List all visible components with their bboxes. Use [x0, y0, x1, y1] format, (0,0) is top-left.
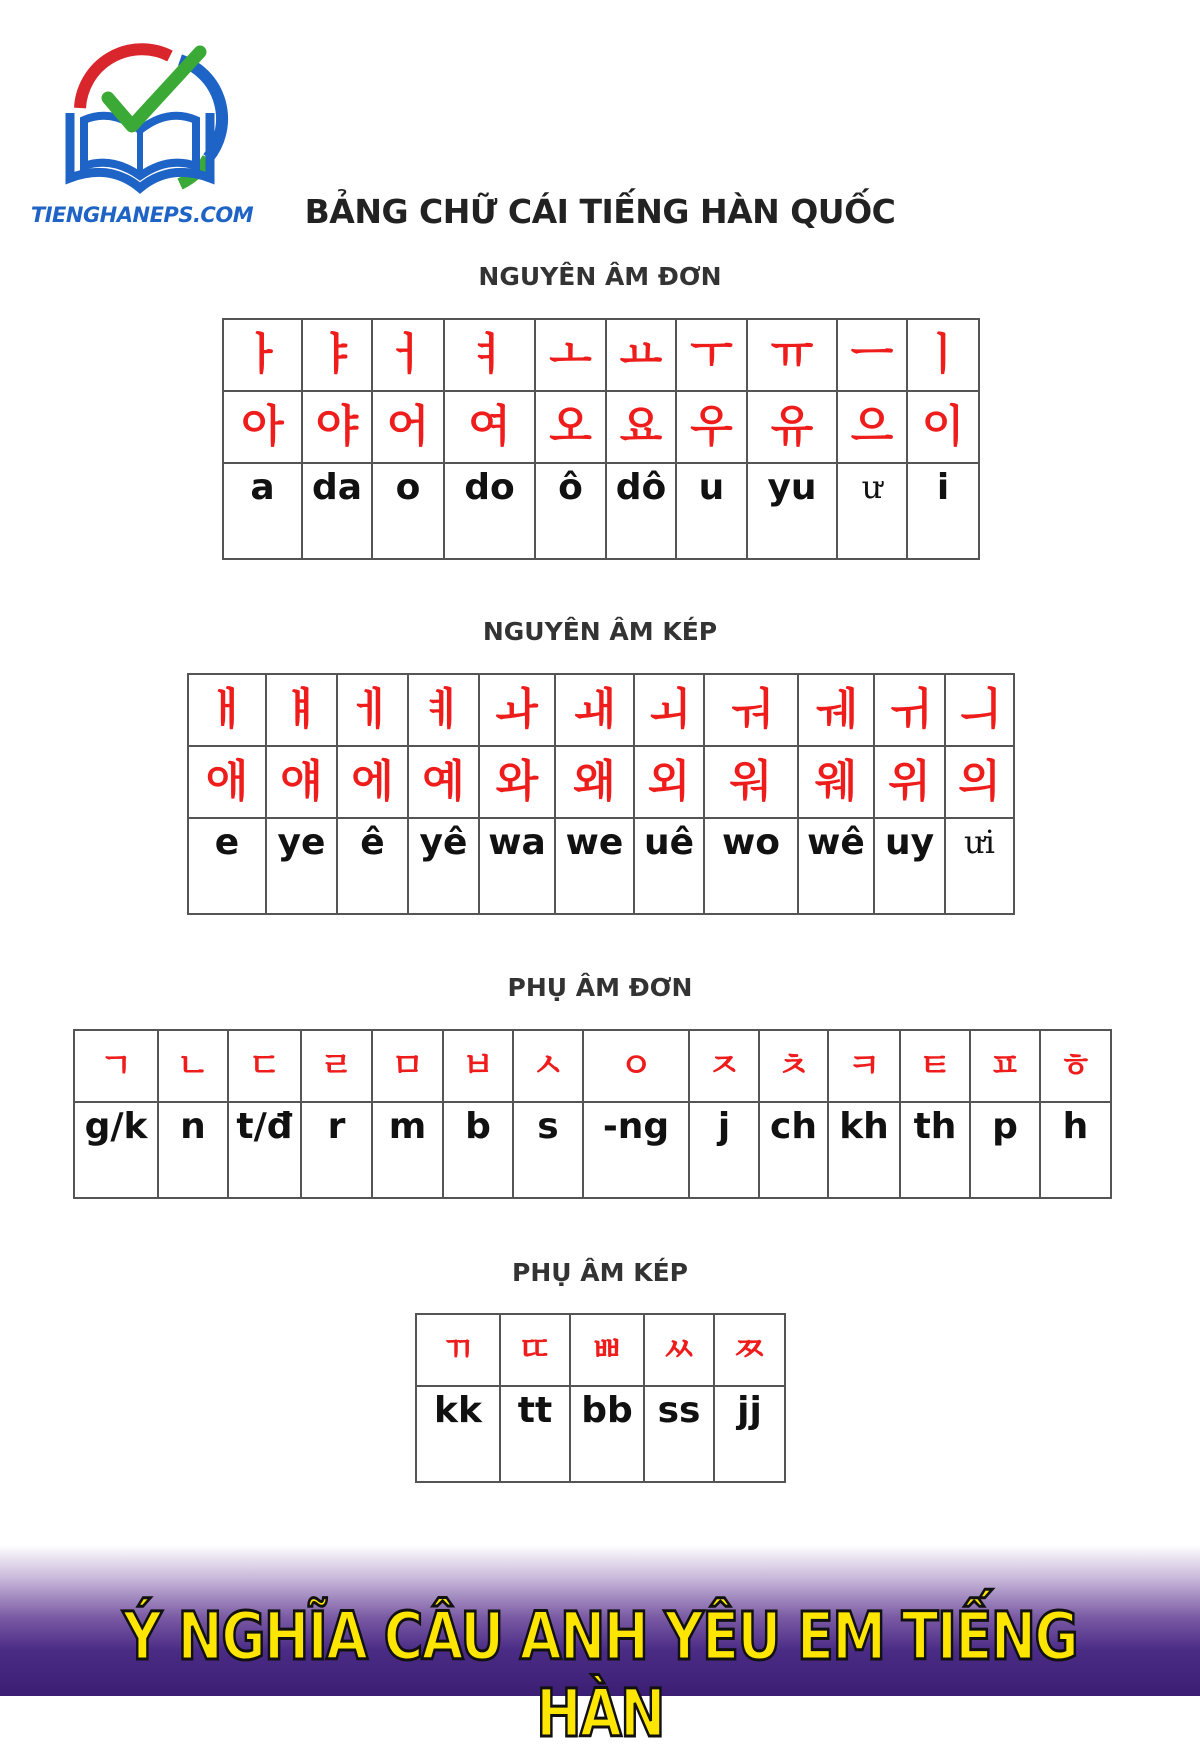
syllable-cell: 에 — [337, 746, 408, 818]
syllable-cell: 애 — [188, 746, 266, 818]
roman-cell: yê — [408, 818, 479, 914]
syllable-cell: 야 — [302, 391, 372, 463]
jamo-row — [223, 319, 979, 391]
roman-cell: o — [372, 463, 444, 559]
book-checkmark-logo-icon — [50, 38, 232, 203]
jamo-cell: ㅋ — [828, 1030, 900, 1102]
syllable-cell: 얘 — [266, 746, 337, 818]
jamo-cell: ㅐ — [188, 674, 266, 746]
roman-cell: do — [444, 463, 535, 559]
romanization-row — [188, 818, 1014, 914]
jamo-cell: ㅓ — [372, 319, 444, 391]
section-title-phu-am-don: PHỤ ÂM ĐƠN — [507, 973, 693, 1002]
syllable-cell: 어 — [372, 391, 444, 463]
jamo-cell: ㅝ — [704, 674, 798, 746]
roman-cell: wê — [798, 818, 874, 914]
jamo-cell: ㅌ — [900, 1030, 970, 1102]
roman-cell: p — [970, 1102, 1040, 1198]
jamo-row — [188, 674, 1014, 746]
roman-cell: e — [188, 818, 266, 914]
jamo-cell: ㅟ — [874, 674, 945, 746]
syllable-cell: 위 — [874, 746, 945, 818]
syllable-cell: 유 — [747, 391, 837, 463]
syllable-row — [223, 391, 979, 463]
roman-cell: ss — [644, 1386, 714, 1482]
jamo-cell: ㅆ — [644, 1314, 714, 1386]
roman-cell: tt — [500, 1386, 570, 1482]
jamo-cell: ㄸ — [500, 1314, 570, 1386]
syllable-cell: 왜 — [555, 746, 634, 818]
syllable-cell: 웨 — [798, 746, 874, 818]
jamo-cell: ㅛ — [606, 319, 676, 391]
syllable-cell: 아 — [223, 391, 302, 463]
jamo-cell: ㅜ — [676, 319, 747, 391]
romanization-row — [416, 1386, 785, 1482]
jamo-cell: ㅡ — [837, 319, 907, 391]
section-title-phu-am-kep: PHỤ ÂM KÉP — [512, 1258, 688, 1287]
jamo-cell: ㅕ — [444, 319, 535, 391]
jamo-cell: ㅒ — [266, 674, 337, 746]
roman-cell: h — [1040, 1102, 1111, 1198]
syllable-cell: 예 — [408, 746, 479, 818]
roman-cell: b — [443, 1102, 513, 1198]
jamo-cell: ㅈ — [689, 1030, 759, 1102]
roman-cell: ô — [535, 463, 606, 559]
roman-cell: kk — [416, 1386, 500, 1482]
syllable-cell: 와 — [479, 746, 555, 818]
jamo-cell: ㄱ — [74, 1030, 158, 1102]
jamo-cell: ㅉ — [714, 1314, 785, 1386]
jamo-cell: ㅠ — [747, 319, 837, 391]
phu-am-kep-table — [415, 1313, 786, 1483]
roman-cell: dô — [606, 463, 676, 559]
jamo-cell: ㅘ — [479, 674, 555, 746]
jamo-cell: ㅖ — [408, 674, 479, 746]
logo-text: TIENGHANEPS.COM — [30, 203, 254, 227]
roman-cell: ch — [759, 1102, 828, 1198]
roman-cell: ư — [837, 463, 907, 559]
roman-cell: m — [372, 1102, 443, 1198]
nguyen-am-kep-table — [187, 673, 1015, 915]
roman-cell: j — [689, 1102, 759, 1198]
page-title: BẢNG CHỮ CÁI TIẾNG HÀN QUỐC — [304, 192, 896, 231]
jamo-cell: ㅇ — [583, 1030, 689, 1102]
syllable-cell: 여 — [444, 391, 535, 463]
banner-headline[interactable]: Ý NGHĨA CÂU ANH YÊU EM TIẾNG HÀN — [122, 1598, 1078, 1752]
roman-cell: uy — [874, 818, 945, 914]
jamo-cell: ㄹ — [301, 1030, 372, 1102]
roman-cell: jj — [714, 1386, 785, 1482]
jamo-cell: ㅎ — [1040, 1030, 1111, 1102]
jamo-cell: ㅃ — [570, 1314, 644, 1386]
jamo-cell: ㄴ — [158, 1030, 228, 1102]
roman-cell: t/đ — [228, 1102, 301, 1198]
roman-cell: da — [302, 463, 372, 559]
roman-cell: bb — [570, 1386, 644, 1482]
roman-cell: g/k — [74, 1102, 158, 1198]
jamo-cell: ㅞ — [798, 674, 874, 746]
syllable-cell: 요 — [606, 391, 676, 463]
jamo-cell: ㅔ — [337, 674, 408, 746]
roman-cell: s — [513, 1102, 583, 1198]
roman-cell: uê — [634, 818, 704, 914]
jamo-cell: ㅊ — [759, 1030, 828, 1102]
jamo-cell: ㅙ — [555, 674, 634, 746]
roman-cell: r — [301, 1102, 372, 1198]
jamo-cell: ㅗ — [535, 319, 606, 391]
syllable-cell: 오 — [535, 391, 606, 463]
romanization-row — [74, 1102, 1111, 1198]
roman-cell: wo — [704, 818, 798, 914]
jamo-cell: ㅅ — [513, 1030, 583, 1102]
romanization-row — [223, 463, 979, 559]
syllable-cell: 으 — [837, 391, 907, 463]
syllable-cell: 우 — [676, 391, 747, 463]
roman-cell: th — [900, 1102, 970, 1198]
jamo-cell: ㅍ — [970, 1030, 1040, 1102]
roman-cell: n — [158, 1102, 228, 1198]
syllable-cell: 의 — [945, 746, 1014, 818]
roman-cell: ưi — [945, 818, 1014, 914]
roman-cell: yu — [747, 463, 837, 559]
roman-cell: wa — [479, 818, 555, 914]
jamo-row — [74, 1030, 1111, 1102]
jamo-row — [416, 1314, 785, 1386]
section-title-nguyen-am-don: NGUYÊN ÂM ĐƠN — [478, 262, 722, 291]
roman-cell: ye — [266, 818, 337, 914]
nguyen-am-don-table — [222, 318, 980, 560]
jamo-cell: ㅏ — [223, 319, 302, 391]
syllable-row — [188, 746, 1014, 818]
jamo-cell: ㄷ — [228, 1030, 301, 1102]
jamo-cell: ㄲ — [416, 1314, 500, 1386]
phu-am-don-table — [73, 1029, 1112, 1199]
jamo-cell: ㅂ — [443, 1030, 513, 1102]
section-title-nguyen-am-kep: NGUYÊN ÂM KÉP — [482, 617, 718, 646]
syllable-cell: 워 — [704, 746, 798, 818]
jamo-cell: ㅁ — [372, 1030, 443, 1102]
syllable-cell: 이 — [907, 391, 979, 463]
jamo-cell: ㅚ — [634, 674, 704, 746]
jamo-cell: ㅑ — [302, 319, 372, 391]
roman-cell: u — [676, 463, 747, 559]
roman-cell: -ng — [583, 1102, 689, 1198]
roman-cell: kh — [828, 1102, 900, 1198]
roman-cell: we — [555, 818, 634, 914]
jamo-cell: ㅣ — [907, 319, 979, 391]
jamo-cell: ㅢ — [945, 674, 1014, 746]
roman-cell: a — [223, 463, 302, 559]
roman-cell: i — [907, 463, 979, 559]
syllable-cell: 외 — [634, 746, 704, 818]
roman-cell: ê — [337, 818, 408, 914]
